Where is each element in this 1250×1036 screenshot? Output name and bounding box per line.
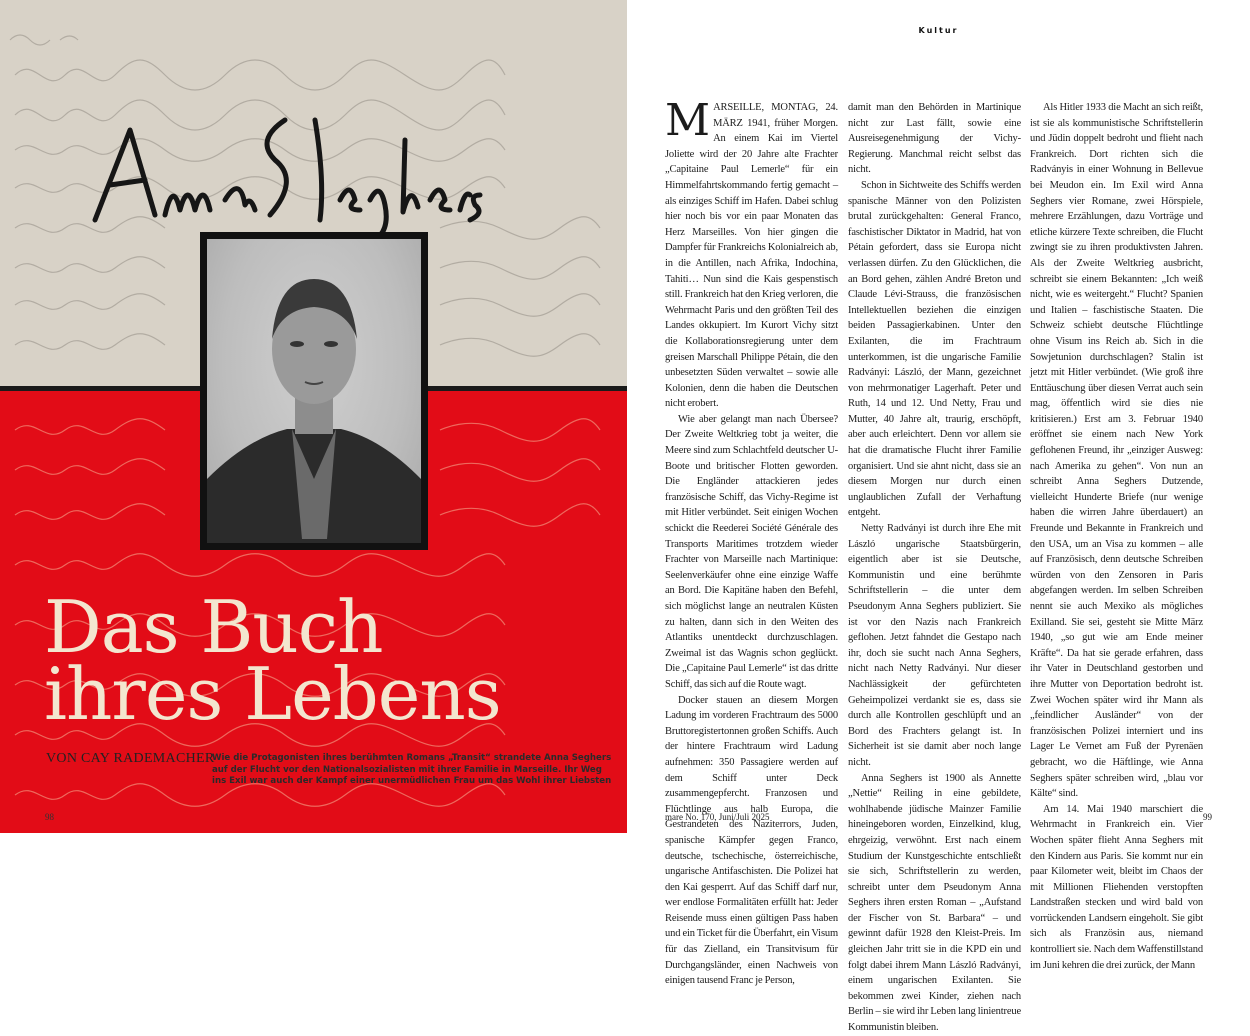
left-page [0, 0, 627, 833]
portrait-photo [200, 232, 428, 550]
issue-footer: mare No. 170, Juni/Juli 2025 [665, 812, 770, 822]
page-number-left: 98 [45, 812, 54, 822]
paragraph: Netty Radványi ist durch ihre Ehe mit László ungarische Staatsbürgerin, eigentlich aber ist sie Deutsche, Kommunistin und eine berühmte Schriftstellerin – die unter dem Pseudonym Anna Seghers publiziert. Sie ist vor den Nazis nach Frankreich geflohen. Jetzt fahndet die Gestapo nach ihr, doch sie sucht nach Anna Seghers, nicht nach Netty Radványi. Nur dieser Nachlässigkeit der gefürchteten Geheimpolizei verdankt sie es, dass sie durch alle Kontrollen geschlüpft und an Bord des Frachters gelangt ist. In Sicherheit ist sie damit aber noch lange nicht. [848, 523, 1021, 768]
paragraph: Schon in Sichtweite des Schiffs werden spanische Männer von den Polizisten brutal zurückgehalten: General Franco, faschistischer Diktator in Madrid, hat von Pétain gefordert, dass sie Europa nicht verlassen dürfen. Zu den Glücklichen, die an Bord gehen, zählen André Breton und Claude Lévi-Strauss, die französischen Intellektuellen beziehen die einzigen beiden Passagierkabinen. Unter den Exilanten, die im Frachtraum unterkommen, ist die ungarische Familie Radványi: László, der Mann, gezeichnet von mehrmonatiger Lagerhaft. Peter und Ruth, 14 und 12. Und Netty, Frau und Mutter, 40 Jahre alt, traurig, erschöpft, aber auch erleichtert. Denn vor allem sie hat die dramatische Flucht ihrer Familie organisiert. Und sie ahnt nicht, dass sie an diesem Morgen nur durch einen unglaublichen Zufall der Verhaftung entgeht. [848, 179, 1021, 519]
paragraph [665, 95, 838, 412]
drop-cap: M [665, 95, 711, 146]
title-line-2: ihres Lebens [44, 652, 501, 736]
paragraph: Anna Seghers ist 1900 als Annette „Nettie“ Reiling in eine gebildete, wohlhabende jüdische Mainzer Familie hineingeboren worden, Einzelkind, klug, ehrgeizig, verwöhnt. Erst nach einem Studium der Kunstgeschichte entschließt sie sich, Schriftstellerin zu werden, schreibt unter dem Pseudonym Anna Seghers ihren ersten Roman – „Aufstand der Fischer von St. Barbara“ – und gewinnt dafür 1928 den Kleist-Preis. Im gleichen Jahr tritt sie in die KPD ein und folgt dabei ihrem Mann László Radványi, einem ungarischen Exilanten. Sie bekommen zwei Kinder, ziehen nach Berlin – sie wird ihr Leben lang linientreue Kommunistin bleiben. [848, 772, 1021, 1034]
paragraph: Docker stauen an diesem Morgen Ladung im vorderen Frachtraum des 5000 Bruttoregistertonnen großen Schiffs. Auch der hintere Frachtraum wird Ladung aufnehmen: 350 Passagiere werden auf dem Schiff unter Deck zusammengepfercht. Franzosen und Flüchtlinge aus halb Europa, die Gestrandeten des Naziterrors, Juden, spanische Kämpfer gegen Franco, deutsche, tschechische, österreichische, ungarische Antifaschisten. Die Polizei hat den Kai gesperrt. Auf das Schiff darf nur, wer endlose Formalitäten erfüllt hat: Jeder Reisende muss einen gültigen Pass haben und ein Ticket für die Überfahrt, ein Visum für das Zielland, ein Transitvisum für Durchgangsländer, einen Nachweis von einigen tausend Franc je Person, [665, 694, 838, 987]
text-column-3 [1030, 100, 1203, 973]
text-column-2 [848, 100, 1021, 1036]
page-number-right: 99 [1203, 812, 1212, 822]
paragraph: Am 14. Mai 1940 marschiert die Wehrmacht in Frankreich ein. Vier Wochen später flieht Anna Seghers mit den Kindern aus Paris. Sie kommt nur ein paar Kilometer weit, bleibt im Chaos der mit Millionen Fliehenden verstopften Landstraßen stecken und wird bald von vorrückenden Landsern eingeholt. Sie gibt sich als Französin aus, niemand kontrolliert sie. Nach dem Waffenstillstand im Juni kehren die drei zurück, der Mann [1030, 803, 1203, 971]
lead-text: ARSEILLE, MONTAG, 24. MÄRZ 1941, früher Morgen. An einem Kai im Viertel Joliette wird der 20 Jahre alte Frachter „Capitaine Paul Lemerle“ für ein Himmelfahrtskommando fertig gemacht – als einziges Schiff im Hafen. Dabei schlug hier noch bis vor ein paar Monaten das Herz Marseilles. Von hier gingen die Dampfer für Frankreichs Kolonialreich ab, in die Antillen, nach Afrika, Indochina, Tahiti… Nun sind die Kais gespenstisch still. Frankreich hat den Krieg verloren, die Wehrmacht Paris und den größten Teil des Landes okkupiert. Im Kurort Vichy sitzt die Kollaborationsregierung unter dem greisen Marschall Philippe Pétain, die den unbesetzten Süden verwaltet – sowie alle Kolonien, denn die haben die Deutschen nicht erobert. [665, 102, 838, 410]
portrait-figure [207, 239, 421, 543]
article-deck: Wie die Protagonisten ihres berühmten Romans „Transit“ strandete Anna Seghers auf der Flucht vor den Nationalsozialisten mit ihrer Familie in Marseille. Ihr Weg ins Exil war auch der Kampf einer unermüdlichen Frau um das Wohl ihrer Liebsten [212, 753, 612, 786]
text-column-1 [665, 95, 838, 989]
title-line-1: Das Buch [44, 585, 383, 669]
paragraph: damit man den Behörden in Martinique nicht zur Last fällt, sowie eine Ausreisegenehmigung der Vichy-Regierung. Manchmal reicht selbst das nicht. [848, 102, 1021, 176]
paragraph: Als Hitler 1933 die Macht an sich reißt, ist sie als kommunistische Schriftstellerin und Jüdin doppelt bedroht und flieht nach Frankreich. Dort richten sich die Radványis in einer Wohnung in Bellevue bei Meudon ein. Im Exil wird Anna Seghers vier Romane, zwei Hörspiele, mehrere Erzählungen, dazu Vorträge und etliche kürzere Texte schreiben, die Flucht zwingt sie zu ihren produktivsten Jahren. Als der Zweite Weltkrieg ausbricht, schreibt sie einem Bekannten: „Ich weiß nicht, wie es weitergeht.“ Flucht? Spanien und Italien – faschistische Staaten. Die Schweiz schiebt deutsche Flüchtlinge ohne Visum ins Reich ab. Sich in die Sowjetunion durchschlagen? Stalin ist jetzt mit Hitler verbündet. (Wie groß ihre Enttäuschung über diesen Verrat auch sein mag, öffentlich wird sie dies nie kritisieren.) Erst am 3. Februar 1940 eröffnet sie einem nach New York geflohenen Freund, ihr „einziger Ausweg: nach Amerika zu gehen“. Von nun an schreibt Anna Seghers Dutzende, vielleicht Hunderte Briefe (nur wenige haben die wirren Jahre überdauert) an Freunde und Bekannte in Frankreich und den USA, um an Visa zu kommen – alle auf Französisch, denn deutsche Schreiben würden von den Zensoren in Paris abgefangen werden. Im selben Schreiben nennt sie auch Mexiko als mögliches Exilland. Sie sei, gesteht sie Mitte März 1940, „so gut wie am Ende meiner Kräfte“. Da hat sie gerade erfahren, dass ihr Vater in Deutschland gestorben und ihre Mutter von Deportation bedroht ist. Zwei Wochen später wird ihr Mann als „feindlicher Ausländer“ von der französischen Polizei interniert und ins Lager Le Vernet am Fuß der Pyrenäen gebracht, wo die Häftlinge, wie Anna Seghers später schreiben wird, „blau vor Kälte“ sind. [1030, 102, 1203, 800]
article-title [44, 585, 501, 736]
byline: VON CAY RADEMACHER [46, 751, 215, 766]
right-page [627, 0, 1250, 1034]
anna-seghers-signature [85, 100, 505, 240]
paragraph: Wie aber gelangt man nach Übersee? Der Zweite Weltkrieg tobt ja weiter, die Meere sind zum Schlachtfeld deutscher U-Boote und britischer Flotten geworden. Die Engländer attackieren jedes französische Schiff, das Vichy-Regime ist mit Hitler verbündet. Seit einigen Wochen schickt die Reederei Société Générale des Transports Maritimes trotzdem wieder Frachter von Marseille nach Martinique: Seelenverkäufer ohne eine einzige Waffe an Bord. Die Kapitäne haben den Befehl, sich möglichst lange an neutralen Küsten zu halten, dann sich in den Weiten des Atlantiks unentdeckt durchzuschlagen. Zweimal ist das Wagnis schon geglückt. Die „Capitaine Paul Lemerle“ ist das dritte Schiff, das sich auf die Route wagt. [665, 413, 838, 690]
section-label: Kultur [918, 26, 959, 35]
